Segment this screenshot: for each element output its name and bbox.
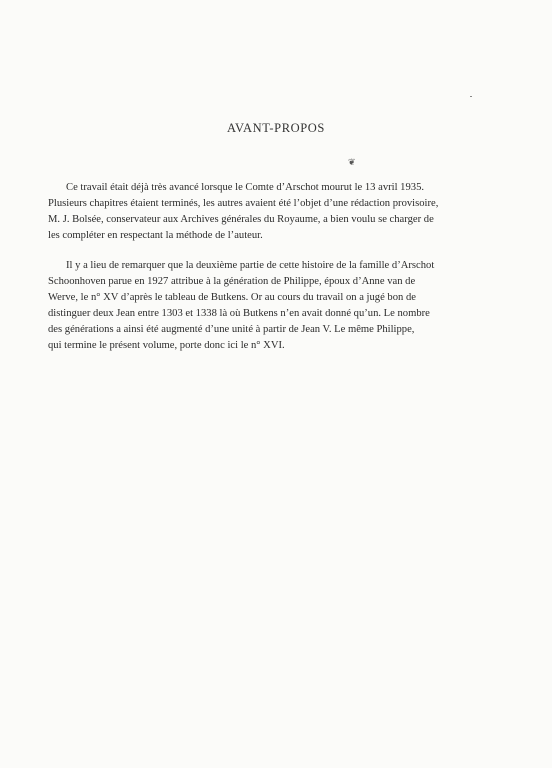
paragraph-1-line-1: Ce travail était déjà très avancé lorsque le Comte d’Arschot mourut le 13 avril 1935. [66, 182, 425, 193]
paragraph-1-line-4: les compléter en respectant la méthode de l’auteur. [48, 230, 263, 241]
paragraph-2-line-2: Schoonhoven parue en 1927 attribue à la génération de Philippe, époux d’Anne van de [48, 276, 416, 287]
ornament-icon: ❦ [348, 157, 356, 167]
paragraph-2-line-4: distinguer deux Jean entre 1303 et 1338 là où Butkens n’en avait donné qu’un. Le nombre [48, 308, 430, 319]
paper-speck [470, 96, 472, 97]
page-title: AVANT-PROPOS [227, 121, 325, 135]
paragraph-2-line-3: Werve, le n° XV d’après le tableau de Butkens. Or au cours du travail on a jugé bon de [48, 292, 416, 303]
paragraph-2-line-6: qui termine le présent volume, porte donc ici le n° XVI. [48, 340, 285, 351]
paragraph-1-line-3: M. J. Bolsée, conservateur aux Archives générales du Royaume, a bien voulu se charger de [48, 214, 434, 225]
paragraph-1 [48, 180, 504, 244]
paragraph-2-line-1: Il y a lieu de remarquer que la deuxième partie de cette histoire de la famille d’Arschot [66, 260, 435, 271]
paragraph-2 [48, 258, 504, 354]
paragraph-2-line-5: des générations a ainsi été augmenté d’une unité à partir de Jean V. Le même Philippe, [48, 324, 415, 335]
paragraph-1-line-2: Plusieurs chapitres étaient terminés, les autres avaient été l’objet d’une rédaction provisoire, [48, 198, 439, 209]
